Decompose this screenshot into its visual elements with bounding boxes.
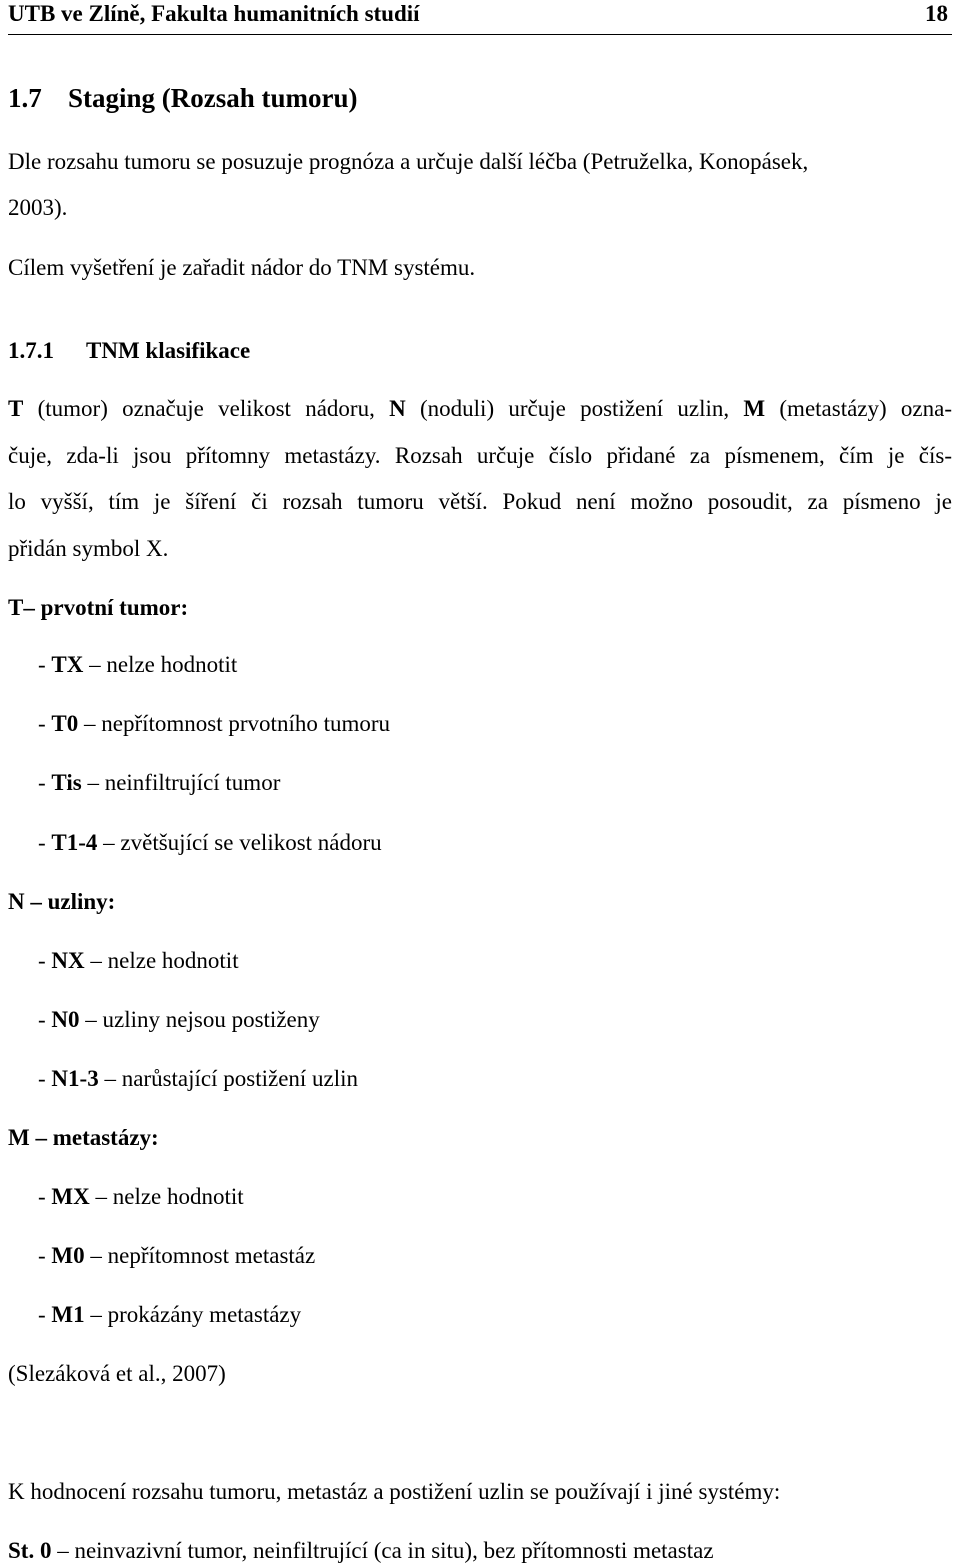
t-group-heading: T– prvotní tumor: [8, 595, 189, 620]
tnm-text-b: (noduli) určuje postižení uzlin, [405, 396, 744, 421]
list-item: - NX – nelze hodnotit [38, 948, 239, 973]
m-group-heading: M – metastázy: [8, 1125, 159, 1150]
item-text: – nepřítomnost metastáz [84, 1243, 316, 1268]
tnm-paragraph-line-3: lo vyšší, tím je šíření či rozsah tumoru větší. Pokud není možno posoudit, za písmeno je [8, 489, 952, 514]
m-letter: M [743, 396, 766, 421]
list-item: - T0 – nepřítomnost prvotního tumoru [38, 711, 391, 736]
n-letter: N [389, 396, 406, 421]
list-item: - TX – nelze hodnotit [38, 652, 238, 677]
tnm-text-c: (metastázy) ozna- [765, 396, 953, 421]
list-item: - N0 – uzliny nejsou postiženy [38, 1007, 320, 1032]
item-text: – nelze hodnotit [84, 948, 239, 973]
item-text: – nelze hodnotit [83, 652, 238, 677]
item-text: – neinfiltrující tumor [81, 770, 281, 795]
tnm-paragraph-line-2: čuje, zda-li jsou přítomny metastázy. Rozsah určuje číslo přidané za písmenem, čím je čís- [8, 443, 952, 468]
intro-line-1: Dle rozsahu tumoru se posuzuje prognóza a určuje další léčba (Petruželka, Konopásek, [8, 149, 809, 174]
tnm-paragraph-line-1 [8, 396, 952, 422]
subsection-number: 1.7.1 [8, 338, 54, 363]
item-text: – nelze hodnotit [89, 1184, 244, 1209]
citation: (Slezáková et al., 2007) [8, 1361, 226, 1386]
other-systems-text: K hodnocení rozsahu tumoru, metastáz a postižení uzlin se používají i jiné systémy: [8, 1479, 781, 1504]
item-text: – narůstající postižení uzlin [98, 1066, 359, 1091]
item-code: T0 [51, 711, 79, 736]
subsection-heading [8, 338, 250, 364]
item-text: – uzliny nejsou postiženy [79, 1007, 320, 1032]
item-code: NX [51, 948, 85, 973]
item-text: – prokázány metastázy [84, 1302, 302, 1327]
list-item: - MX – nelze hodnotit [38, 1184, 244, 1209]
list-item: - M0 – nepřítomnost metastáz [38, 1243, 316, 1268]
item-text: – nepřítomnost prvotního tumoru [78, 711, 391, 736]
item-code: M1 [51, 1302, 85, 1327]
list-item: - T1-4 – zvětšující se velikost nádoru [38, 830, 382, 855]
item-code: TX [51, 652, 84, 677]
subsection-title: TNM klasifikace [86, 338, 251, 363]
item-code: N1-3 [51, 1066, 99, 1091]
stage-0-label: St. 0 [8, 1538, 52, 1563]
item-code: MX [51, 1184, 90, 1209]
section-title: Staging (Rozsah tumoru) [68, 83, 358, 113]
t-letter: T [8, 396, 24, 421]
item-code: N0 [51, 1007, 80, 1032]
page-header [8, 0, 952, 35]
item-code: M0 [51, 1243, 85, 1268]
section-number: 1.7 [8, 83, 42, 113]
item-code: Tis [51, 770, 82, 795]
intro-line-3: Cílem vyšetření je zařadit nádor do TNM systému. [8, 255, 476, 280]
item-code: T1-4 [51, 830, 98, 855]
stage-0-line [8, 1538, 714, 1564]
item-text: – zvětšující se velikost nádoru [97, 830, 382, 855]
tnm-text-a: (tumor) označuje velikost nádoru, [23, 396, 390, 421]
stage-0-text: – neinvazivní tumor, neinfiltrující (ca in situ), bez přítomnosti metastaz [51, 1538, 714, 1563]
section-heading [8, 83, 358, 114]
list-item: - Tis – neinfiltrující tumor [38, 770, 281, 795]
list-item: - N1-3 – narůstající postižení uzlin [38, 1066, 359, 1091]
header-title: UTB ve Zlíně, Fakulta humanitních studií [8, 1, 420, 26]
tnm-paragraph-line-4: přidán symbol X. [8, 536, 169, 561]
page-number: 18 [925, 1, 948, 26]
list-item: - M1 – prokázány metastázy [38, 1302, 302, 1327]
intro-line-2: 2003). [8, 195, 68, 220]
n-group-heading: N – uzliny: [8, 889, 116, 914]
